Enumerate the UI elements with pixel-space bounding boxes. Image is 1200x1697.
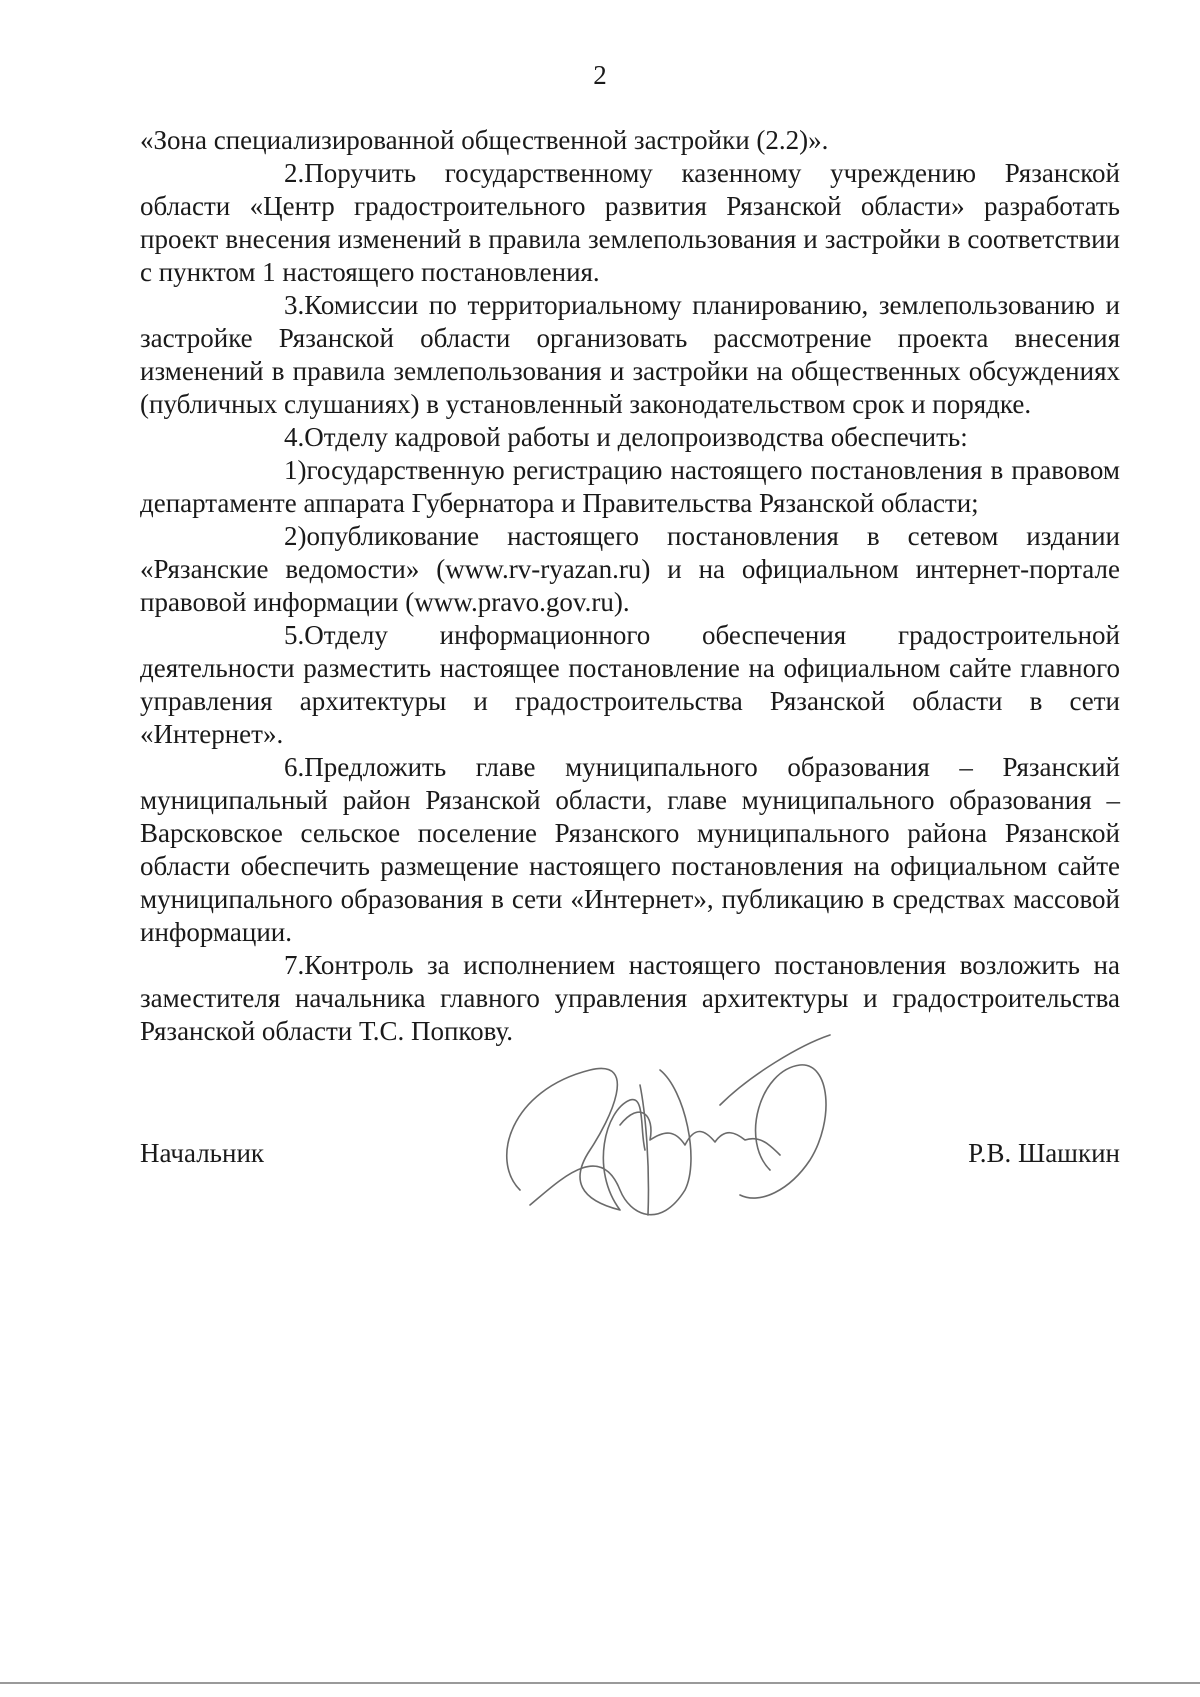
paragraph-text: Отделу информационного обеспечения градостроительной деятельности разместить настоящее постановление на официальном сайте главного управления архитектуры и градостроительства Рязанской области в сети «Интернет». [140,620,1120,749]
paragraph-item-5 [140,619,1120,751]
paragraph-number: 2) [284,521,307,551]
paragraph-item-6 [140,751,1120,949]
signature-row [140,1138,1120,1178]
paragraph-text: Предложить главе муниципального образования – Рязанский муниципальный район Рязанской области, главе муниципального образования – Варсковское сельское поселение Рязанского муниципального района Рязанской области обеспечить размещение настоящего постановления на официальном сайте муниципального образования в сети «Интернет», публикацию в средствах массовой информации. [140,752,1120,947]
paragraph-continuation [140,124,1120,157]
paragraph-text: Комиссии по территориальному планированию, землепользованию и застройке Рязанской области организовать рассмотрение проекта внесения изменений в правила землепользования и застройки на общественных обсуждениях (публичных слушаниях) в установленный законодательством срок и порядке. [140,290,1120,419]
paragraph-item-2 [140,157,1120,289]
page-bottom-edge [0,1682,1200,1684]
paragraph-text: Поручить государственному казенному учреждению Рязанской области «Центр градостроительного развития Рязанской области» разработать проект внесения изменений в правила землепользования и застройки в соответствии с пунктом 1 настоящего постановления. [140,158,1120,287]
paragraph-text: Контроль за исполнением настоящего постановления возложить на заместителя начальника главного управления архитектуры и градостроительства Рязанской области Т.С. Попкову. [140,950,1120,1046]
paragraph-subitem-1 [140,454,1120,520]
paragraph-number: 6. [284,752,305,782]
paragraph-text: Отделу кадровой работы и делопроизводства обеспечить: [304,422,968,452]
paragraph-item-4 [140,421,1120,454]
document-body [140,124,1120,1048]
paragraph-number: 2. [284,158,305,188]
paragraph-number: 3. [284,290,305,320]
signer-name: Р.В. Шашкин [968,1138,1120,1168]
signer-position: Начальник [140,1138,265,1168]
paragraph-number: 7. [284,950,305,980]
paragraph-text: опубликование настоящего постановления в сетевом издании «Рязанские ведомости» (www.rv-ryazan.ru) и на официальном интернет-портале правовой информации (www.pravo.gov.ru). [140,521,1120,617]
paragraph-item-3 [140,289,1120,421]
paragraph-number: 4. [284,422,305,452]
page-number: 2 [593,60,607,90]
paragraph-text: «Зона специализированной общественной застройки (2.2)». [140,125,829,155]
paragraph-number: 5. [284,620,305,650]
paragraph-text: государственную регистрацию настоящего постановления в правовом департаменте аппарата Губернатора и Правительства Рязанской области; [140,455,1120,518]
handwritten-signature [470,1030,870,1240]
paragraph-number: 1) [284,455,307,485]
paragraph-subitem-2 [140,520,1120,619]
